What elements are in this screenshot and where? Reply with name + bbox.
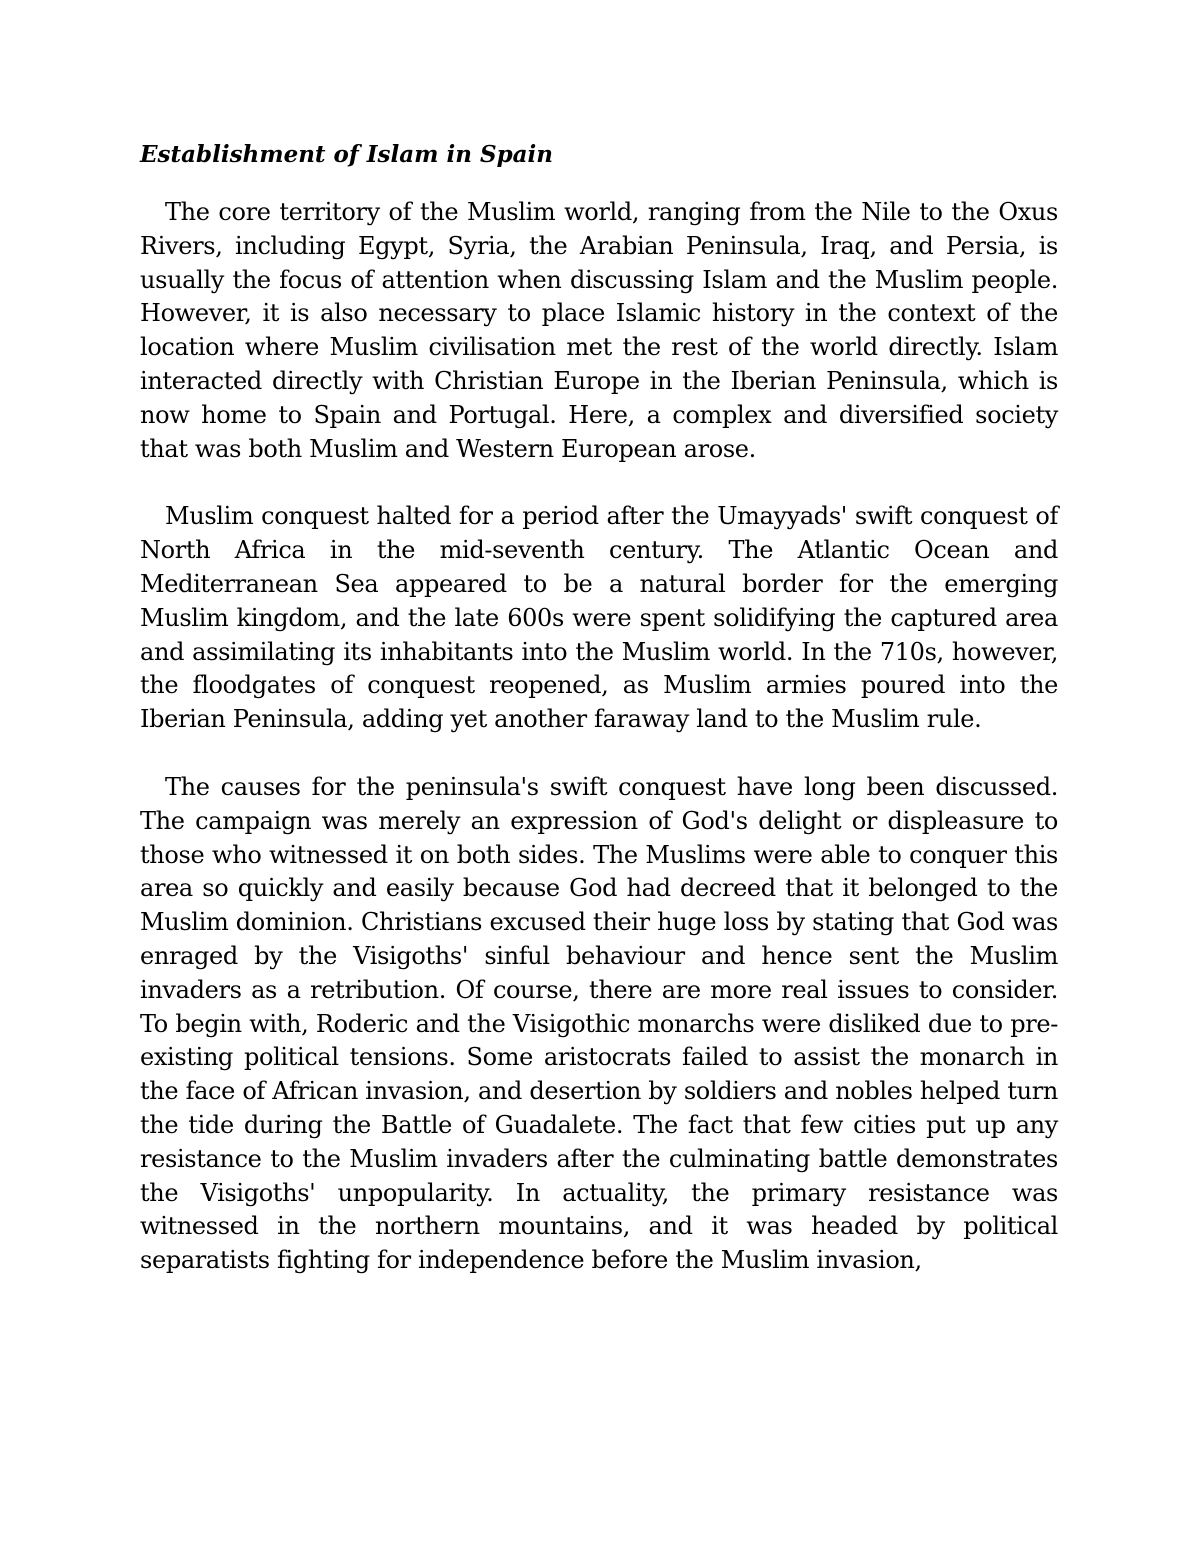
paragraph-3: The causes for the peninsula's swift conquest have long been discussed. The campaign was merely an expression of God's delight or displeasure to those who witnessed it on both sides. The Muslims were able to conquer this area so quickly and easily because God had decreed that it belonged to the Muslim dominion. Christians excused their huge loss by stating that God was enraged by the Visigoths' sinful behaviour and hence sent the Muslim invaders as a retribution. Of course, there are more real issues to consider. To begin with, Roderic and the Visigothic monarchs were disliked due to pre-existing political tensions. Some aristocrats failed to assist the monarch in the face of African invasion, and desertion by soldiers and nobles helped turn the tide during the Battle of Guadalete. The fact that few cities put up any resistance to the Muslim invaders after the culminating battle demonstrates the Visigoths' unpopularity. In actuality, the primary resistance was witnessed in the northern mountains, and it was headed by political separatists fighting for independence before the Muslim invasion, xyxy=(140,772,1058,1275)
paragraph-2: Muslim conquest halted for a period after the Umayyads' swift conquest of North Africa in the mid-seventh century. The Atlantic Ocean and Mediterranean Sea appeared to be a natural border for the emerging Muslim kingdom, and the late 600s were spent solidifying the captured area and assimilating its inhabitants into the Muslim world. In the 710s, however, the floodgates of conquest reopened, as Muslim armies poured into the Iberian Peninsula, adding yet another faraway land to the Muslim rule. xyxy=(140,502,1058,734)
document-title: Establishment of Islam in Spain xyxy=(140,141,554,168)
document-page xyxy=(140,138,1058,1312)
paragraph-1: The core territory of the Muslim world, ranging from the Nile to the Oxus Rivers, including Egypt, Syria, the Arabian Peninsula, Iraq, and Persia, is usually the focus of attention when discussing Islam and the Muslim people. However, it is also necessary to place Islamic history in the context of the location where Muslim civilisation met the rest of the world directly. Islam interacted directly with Christian Europe in the Iberian Peninsula, which is now home to Spain and Portugal. Here, a complex and diversified society that was both Muslim and Western European arose. xyxy=(140,198,1058,463)
